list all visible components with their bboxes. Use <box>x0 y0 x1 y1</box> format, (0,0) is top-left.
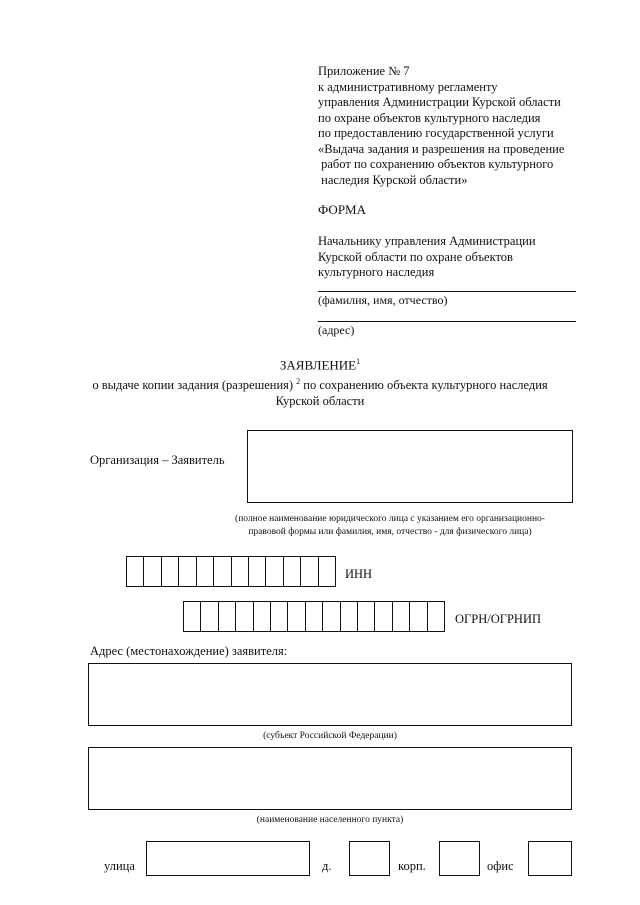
inn-digit-cell[interactable] <box>144 557 161 586</box>
address-line[interactable] <box>318 321 576 322</box>
city-caption: (наименование населенного пункта) <box>256 815 404 825</box>
appendix-header: Приложение № 7 к административному регламенту управления Администрации Курской области по охране объектов культурного наследия по предоставлению государственной услуги «Выдача задания и разрешения на проведение работ по сохранению объектов культурного наследия Курской области» <box>318 64 565 187</box>
applicant-name-field[interactable] <box>247 430 573 503</box>
inn-digit-cell[interactable] <box>179 557 196 586</box>
inn-digit-cell[interactable] <box>319 557 335 586</box>
subtitle-line2: Курской области <box>275 394 365 409</box>
ogrn-digit-cell[interactable] <box>271 602 288 631</box>
inn-label: ИНН <box>345 567 373 581</box>
ogrn-field[interactable] <box>183 601 445 632</box>
office-label: офис <box>487 859 514 873</box>
house-label: д. <box>322 859 332 873</box>
building-label: корп. <box>398 859 426 873</box>
region-field[interactable] <box>88 663 572 726</box>
inn-digit-cell[interactable] <box>232 557 249 586</box>
ogrn-digit-cell[interactable] <box>219 602 236 631</box>
ogrn-digit-cell[interactable] <box>236 602 253 631</box>
inn-digit-cell[interactable] <box>301 557 318 586</box>
ogrn-digit-cell[interactable] <box>306 602 323 631</box>
address-heading: Адрес (местонахождение) заявителя: <box>90 644 288 658</box>
subtitle-part1: о выдаче копии задания (разрешения) <box>92 378 294 393</box>
ogrn-digit-cell[interactable] <box>428 602 444 631</box>
subtitle-part2: по сохранению объекта культурного наследия <box>303 378 548 393</box>
fio-line[interactable] <box>318 291 576 292</box>
house-field[interactable] <box>349 841 390 876</box>
inn-digit-cell[interactable] <box>266 557 283 586</box>
office-field[interactable] <box>528 841 572 876</box>
title-footnote: 1 <box>356 357 361 366</box>
ogrn-digit-cell[interactable] <box>358 602 375 631</box>
building-field[interactable] <box>439 841 480 876</box>
inn-digit-cell[interactable] <box>284 557 301 586</box>
inn-field[interactable] <box>126 556 336 587</box>
region-caption: (субъект Российской Федерации) <box>263 731 397 741</box>
ogrn-digit-cell[interactable] <box>288 602 305 631</box>
applicant-caption: (полное наименование юридического лица с указанием его организационно- правовой формы или фамилия, имя, отчество - для физического лица) <box>235 514 545 537</box>
ogrn-digit-cell[interactable] <box>410 602 427 631</box>
inn-digit-cell[interactable] <box>214 557 231 586</box>
inn-digit-cell[interactable] <box>127 557 144 586</box>
title-text: ЗАЯВЛЕНИЕ <box>279 357 357 373</box>
inn-digit-cell[interactable] <box>249 557 266 586</box>
form-label: ФОРМА <box>318 202 366 217</box>
ogrn-digit-cell[interactable] <box>375 602 392 631</box>
inn-digit-cell[interactable] <box>197 557 214 586</box>
street-label: улица <box>104 859 135 873</box>
ogrn-digit-cell[interactable] <box>254 602 271 631</box>
ogrn-digit-cell[interactable] <box>393 602 410 631</box>
document-title <box>0 357 640 373</box>
inn-digit-cell[interactable] <box>162 557 179 586</box>
address-caption: (адрес) <box>318 323 355 337</box>
ogrn-label: ОГРН/ОГРНИП <box>455 612 541 626</box>
subtitle-footnote: 2 <box>296 377 301 386</box>
street-field[interactable] <box>146 841 310 876</box>
fio-caption: (фамилия, имя, отчество) <box>318 293 448 307</box>
city-field[interactable] <box>88 747 572 810</box>
applicant-label: Организация – Заявитель <box>90 453 225 467</box>
addressee-text: Начальнику управления Администрации Курской области по охране объектов культурного наследия <box>318 234 536 279</box>
ogrn-digit-cell[interactable] <box>323 602 340 631</box>
document-subtitle <box>0 374 640 409</box>
ogrn-digit-cell[interactable] <box>201 602 218 631</box>
ogrn-digit-cell[interactable] <box>184 602 201 631</box>
ogrn-digit-cell[interactable] <box>341 602 358 631</box>
